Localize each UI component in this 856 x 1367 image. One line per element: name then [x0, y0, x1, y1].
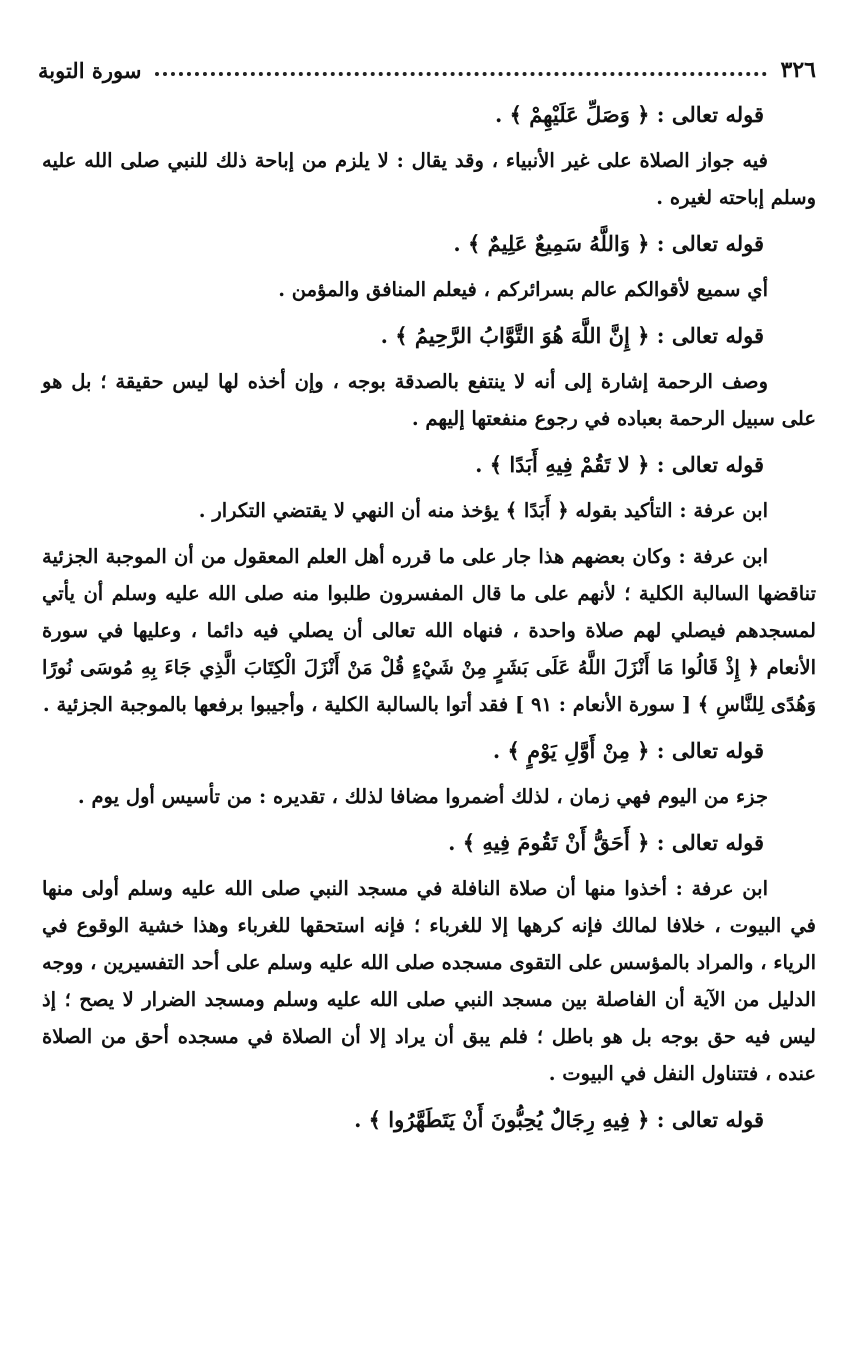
- verse-heading: قوله تعالى : ﴿ مِنْ أَوَّلِ يَوْمٍ ﴾ .: [492, 738, 764, 763]
- commentary-paragraph: ابن عرفة : التأكيد بقوله ﴿ أَبَدًا ﴾ يؤخذ منه أن النهي لا يقتضي التكرار .: [198, 499, 768, 522]
- verse-heading: قوله تعالى : ﴿ لا تَقُمْ فِيهِ أَبَدًا ﴾ .: [475, 452, 764, 477]
- commentary-paragraph: جزء من اليوم فهي زمان ، لذلك أضمروا مضافا لذلك ، تقديره : من تأسيس أول يوم .: [77, 785, 768, 808]
- verse-heading: قوله تعالى : ﴿ إِنَّ اللَّهَ هُوَ التَّوَّابُ الرَّحِيمُ ﴾ .: [380, 323, 764, 348]
- surah-title: سورة التوبة: [38, 57, 142, 83]
- header-dotted-rule: [155, 72, 766, 76]
- verse-heading: قوله تعالى : ﴿ وَصَلِّ عَلَيْهِمْ ﴾ .: [494, 102, 764, 127]
- page-body: [42, 96, 816, 1147]
- commentary-paragraph: فيه جواز الصلاة على غير الأنبياء ، وقد يقال : لا يلزم من إباحة ذلك للنبي صلى الله عليه وسلم إباحته لغيره .: [42, 149, 816, 209]
- verse-heading: قوله تعالى : ﴿ وَاللَّهُ سَمِيعٌ عَلِيمٌ ﴾ .: [453, 231, 764, 256]
- commentary-paragraph: ابن عرفة : أخذوا منها أن صلاة النافلة في مسجد النبي صلى الله عليه وسلم أولى منها في البيوت ، خلافا لمالك فإنه كرهها إلا للغرباء ؛ فإنه استحقها للغرباء وهذا خشية الوقوع في الرياء ، والمراد بالمؤسس على التقوى مسجده صلى الله عليه وسلم على أحد التفسيرين ، ووجه الدليل من الآية أن الفاصلة بين مسجد النبي صلى الله عليه وسلم ومسجد الضرار لا يصح ؛ إذ ليس فيه حق بوجه بل هو باطل ؛ فلم يبق أن يراد إلا أن الصلاة في مسجده أحق من الصلاة عنده ، فتتناول النفل في البيوت .: [42, 877, 816, 1085]
- commentary-paragraph: أي سميع لأقوالكم عالم بسرائركم ، فيعلم المنافق والمؤمن .: [278, 278, 768, 301]
- commentary-paragraph: وصف الرحمة إشارة إلى أنه لا ينتفع بالصدقة بوجه ، وإن أخذه لها ليس حقيقة ؛ بل هو على سبيل الرحمة بعباده في رجوع منفعتها إليهم .: [42, 370, 816, 430]
- page-number: ٣٢٦: [780, 57, 816, 83]
- verse-heading: قوله تعالى : ﴿ أَحَقُّ أَنْ تَقُومَ فِيهِ ﴾ .: [448, 830, 764, 855]
- page-header: [38, 54, 816, 86]
- verse-heading: قوله تعالى : ﴿ فِيهِ رِجَالٌ يُحِبُّونَ أَنْ يَتَطَهَّرُوا ﴾ .: [354, 1107, 764, 1132]
- commentary-paragraph: ابن عرفة : وكان بعضهم هذا جار على ما قرره أهل العلم المعقول من أن الموجبة الجزئية تناقضها السالبة الكلية ؛ لأنهم على ما قال المفسرون طلبوا منه صلى الله عليه وسلم أن يأتي لمسجدهم فيصلي لهم صلاة واحدة ، فنهاه الله تعالى أن يصلي فيه دائما ، وعليها في سورة الأنعام ﴿ إِذْ قَالُوا مَا أَنْزَلَ اللَّهُ عَلَى بَشَرٍ مِنْ شَيْءٍ قُلْ مَنْ أَنْزَلَ الْكِتَابَ الَّذِي جَاءَ بِهِ مُوسَى نُورًا وَهُدًى لِلنَّاسِ ﴾ [ سورة الأنعام : ٩١ ] فقد أتوا بالسالبة الكلية ، وأجيبوا برفعها بالموجبة الجزئية .: [42, 545, 816, 716]
